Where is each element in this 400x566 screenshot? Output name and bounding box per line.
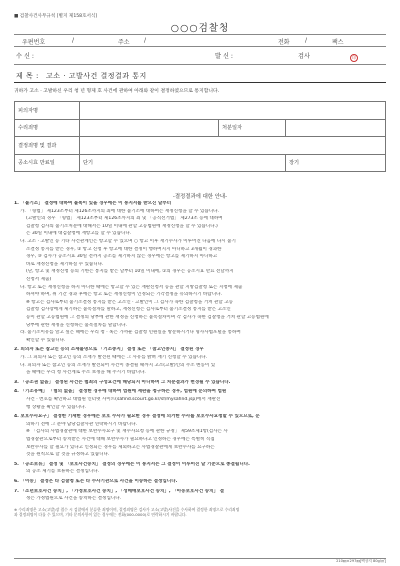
subject-value: 고소 · 고발사건 결정결과 통지 bbox=[46, 72, 147, 80]
notice-line: 나. 피의자 또는 참고인 등의 소재가 발견되어 사건이 종결될 때까지 고소(고발)인의 주소 변동이 있 bbox=[20, 362, 216, 368]
divider bbox=[14, 64, 386, 65]
notice-line: 법경찰관으로부터 송치받은 사건에 대해 보완수사가 필요하다고 인정하는 경우에는 특별히 직접 bbox=[26, 437, 215, 442]
suspect-name-label: 피의자명 bbox=[15, 102, 80, 120]
decision-charge-value bbox=[80, 137, 386, 155]
notice-line: 바로 재정신청을 제기하실 수 있습니다. bbox=[26, 261, 104, 267]
received-charge-value bbox=[80, 119, 219, 137]
notice-line: 과 결정죄명이 다를 수 있으며, 기타 문의사항이 있는 경우에는 전화(000-0000)로 연락하시기 바랍니다. bbox=[14, 511, 187, 517]
notice-line: 가. 그 피의자 또는 참고인 등의 소재가 발견된 때에는 그 사유를 밝혀 재기 신청할 수 있습니다. bbox=[20, 355, 208, 360]
notice-line: ※ 수리죄명은 고소(고발)장 접수 시 검찰에서 분류한 죄명이며, 결정죄명은 검사가 고소(고발)사건을 수사하여 결정한 죄명으로 수리죄명 bbox=[14, 506, 240, 512]
notice-title: -결정결과에 대한 안내- bbox=[172, 194, 228, 200]
notice-line: 가. 「형법」 제123조부터 제126조까지의 죄에 대한 불기소에 대하여는 재정신청을 할 수 있습니다. bbox=[20, 208, 219, 214]
divider bbox=[14, 558, 386, 559]
notice-line: 의하기 전에 그 분야 담당검찰사관 연락하시기 바랍니다. bbox=[26, 421, 138, 427]
notice-line: 것을 원칙으로 할 것을 규정하고 있습니다. bbox=[26, 452, 110, 458]
phone-label: 전화 bbox=[278, 39, 290, 46]
notice-line: 등이 관할 고등법원에 그 결정의 당부에 관한 재정을 신청하는 불복절차이며 각 검사가 속한 검찰청을 거쳐 관할 고등법원에 bbox=[26, 315, 269, 320]
suspect-name-value bbox=[80, 102, 386, 120]
notice-line: 행 상황을 확인할 수 있습니다. bbox=[26, 404, 86, 410]
limitation-expiry-label: 공소시효 만료일 bbox=[15, 154, 80, 172]
sender-value: 검사 bbox=[298, 53, 310, 60]
received-charge-label: 수리죄명 bbox=[15, 119, 80, 137]
fax-label: 팩스 bbox=[332, 39, 344, 46]
long-term-label: 장기 bbox=[286, 154, 386, 172]
notice-line: 보완수사를 할 필요가 있다고 인정되는 경우를 제외하고는 사법경찰관에게 보완수사를 요구하는 bbox=[26, 444, 215, 450]
notice-line: 하셔야 하며, 위 기간 경과 후에는 항고 또는 재정신청이 인정되는 기각결정을 유의하시기 바랍니다. bbox=[26, 292, 222, 298]
divider bbox=[14, 82, 386, 83]
notice-line: 나. 고소 · 고발인 등 기타 사건관계인은 항고할 수 있으며 ○ 항고 이후 재기수사가 이루어진 다음에 다시 불기 bbox=[20, 239, 236, 244]
table-row bbox=[15, 102, 386, 120]
decision-charge-label: 결정죄명 및 결과 bbox=[15, 137, 80, 155]
notice-line: 다. 항고 또는 재정신청을 하지 아니한 때에는 항고할 수 있는 재판신청서 등을 관할 지방검찰청 또는 지청에 제출 bbox=[20, 284, 243, 290]
body-text: 귀하가 고소 · 고발하신 우리 청 년 형제 호 사건에 관하여 아래와 같이 결정하였으므로 통지합니다. bbox=[14, 89, 220, 94]
notice-line: 은 30일 이내에 대검찰청에 재항고를 할 수 있습니다. bbox=[26, 231, 132, 237]
official-seal: 印 bbox=[350, 54, 358, 62]
sender-label: 발 신 : bbox=[215, 53, 233, 60]
notice-line: 검찰청 검사의 불기소처분에 대해서는 10일 이내에 관할 고등법원에 재정신청을 할 수 있습니다.) bbox=[26, 223, 218, 229]
short-term-label: 단기 bbox=[80, 154, 286, 172]
notice-line: 3. 「공소권 없음」 결정된 사건은 범죄의 구성요건에 해당되지 아니하며 그 처분결과가 변경될 수 있습니다. bbox=[14, 379, 231, 385]
decision-table bbox=[14, 101, 386, 172]
notice-line: 5. 「공소보류」 결정 및 「보호사건송치」 결정의 경우에는 이 통지서는 그 결정이 이루어진 날 기준으로 종결됩니다. bbox=[14, 461, 250, 467]
notice-line: 신청서 제출) bbox=[26, 277, 52, 282]
table-row bbox=[15, 154, 386, 172]
postal-code-label: 우편번호 bbox=[22, 39, 46, 46]
notice-line: 1. 「불기소」 결정에 대하여 불복이 있을 경우에는 이 통지서를 받으신 날부터 bbox=[14, 201, 172, 206]
form-label: ■ 검찰사건사무규칙 [별지 제158호서식] bbox=[14, 14, 98, 19]
notice-line: ※ 항고는 검사로부터 불기소결정 통지를 받은 고소인 · 고발인이 그 검사가 속한 검찰청을 거쳐 관할 고등 bbox=[26, 299, 234, 305]
divider bbox=[14, 46, 386, 47]
slash-3: / bbox=[305, 37, 308, 44]
notice-line: 6. 「이송」 결정은 타 검찰청 또는 타 수사기관으로 사건을 이송하는 결정입니다. bbox=[14, 479, 178, 484]
notice-line: 라. 불기소이유를 알고 싶은 때에는 우리 청 · 혹은 가까운 검찰청 민원실을 방문하시거나 형사사법포털을 통하여 bbox=[20, 330, 241, 336]
notice-line: 경우, ③ 검사가 공소시효 30일 전까지 공소를 제기하지 않는 경우에는 항고를 제기하지 아니하고 bbox=[26, 254, 218, 260]
notice-line: ※ 「검사의 사법경찰관에 대한 보완수사요구 및 재수사요청 등에 관한 규정」 제59조제1항(검사는 사 bbox=[26, 429, 228, 435]
recipient-label: 수 신 : bbox=[16, 53, 34, 60]
notice-line: 2. 피의자 또는 참고인 등의 소재불명으로 「기소중지」 결정 또는 「참고인중지」 결정된 경우 bbox=[14, 347, 204, 353]
notice-line: 검찰청 검사장에게 제기하는 불복절차를 말하고, 재정신청은 검사로부터 불기소결정 통지를 받은 고소인 bbox=[26, 307, 231, 313]
table-row bbox=[15, 119, 386, 137]
notice-line: 사건 · 번호를 확인하고 대법원 인터넷 사이트(safind.scourt.go.kr/sf/mysafind.jsp)에서 재판진 bbox=[26, 397, 221, 402]
notice-line: 7. 「소년보호사건 송치」, 「가정보호사건 송치」, 「성매매보호사건 송치」, 「아동보호사건 송치」 결 bbox=[14, 488, 225, 494]
notice-line: (단, 항고 및 재정신청 등의 기한은 통지를 받은 날부터 10일 이내에, ①의 경우는 공소시효 만료 전날까지 bbox=[26, 269, 234, 275]
disposition-date-value bbox=[286, 119, 386, 137]
slash-2: / bbox=[144, 37, 147, 44]
notice-line: (고발인의 경우 「형법」 제123조부터 제126조까지의 죄 및 「공직선거법」 제273조 등에 대하여 bbox=[26, 216, 223, 222]
slash-1: / bbox=[72, 37, 75, 44]
notice-line: 4. 보호수사요구」 결정한 기재한 경우에는 보호 수사가 필요한 경우 결정에 의거한 수사를 보호수사요청할 수 있으므로, 문 bbox=[14, 414, 260, 420]
notice-line: 의 공소 제기를 보류하는 결정입니다. bbox=[26, 469, 100, 475]
divider bbox=[14, 34, 386, 35]
address-label: 주소 bbox=[118, 39, 130, 46]
paper-size: 210㎜×297㎜[백상지 80g/㎡] bbox=[336, 559, 386, 563]
notice-line: 4. 「기소유예」 「혐의 없음」 결정한 경우에 대하여 법원에 재판을 청구하는 경우, 법원에 문의하여 법원 bbox=[14, 389, 227, 395]
notice-line: 확인할 수 있습니다. bbox=[26, 337, 66, 343]
disposition-date-label: 처분일자 bbox=[219, 119, 286, 137]
notice-line: 당부에 관한 재정을 신청하는 불복절차를 말합니다. bbox=[26, 322, 127, 328]
notice-line: 소결정 통지를 받은 경우, ② 항고 신청 후 항고에 대한 결정이 행하여지지 아니하고 3개월이 경과한 bbox=[26, 246, 222, 252]
notice-line: 을 때에는 우리 청 사건계로 주소 보정을 해 주시기 바랍니다. bbox=[26, 370, 146, 376]
table-row bbox=[15, 137, 386, 155]
notice-line: 정은 가정법원으로 사건을 송치하는 결정입니다. bbox=[26, 496, 122, 502]
subject-label: 제 목 : bbox=[16, 72, 39, 80]
office-title: ○○○검찰청 bbox=[170, 23, 230, 34]
